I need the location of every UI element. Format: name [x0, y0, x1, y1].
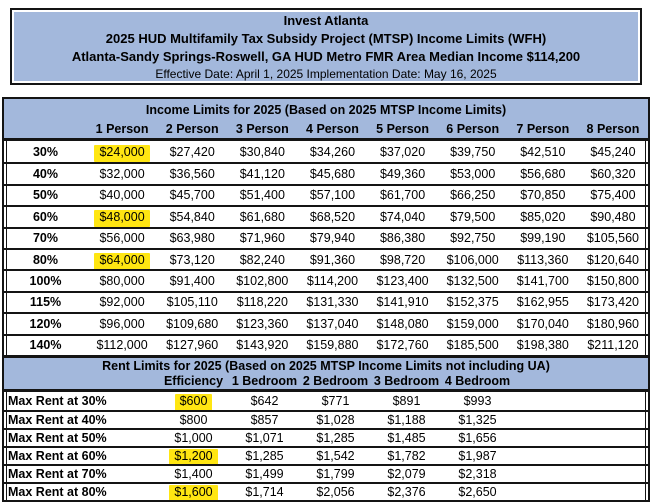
rent-value: $2,056 — [316, 484, 355, 499]
document-header — [10, 8, 642, 85]
income-cell — [87, 271, 157, 290]
income-value: $41,120 — [239, 167, 285, 182]
rent-cell — [158, 448, 229, 464]
rent-cell — [371, 484, 442, 500]
income-row — [4, 334, 648, 355]
income-cell — [297, 250, 367, 269]
highlighted-value: $1,200 — [169, 449, 217, 464]
income-value: $75,400 — [590, 188, 636, 203]
income-row-label: 60% — [32, 209, 59, 224]
income-value: $80,000 — [99, 274, 145, 289]
income-value: $53,000 — [450, 167, 496, 182]
income-value: $92,750 — [450, 231, 496, 246]
income-value: $159,000 — [446, 316, 499, 331]
income-value: $45,700 — [169, 188, 215, 203]
rent-cell — [442, 412, 513, 428]
rent-column-header: 4 Bedroom — [444, 374, 511, 389]
rent-value: $2,318 — [458, 466, 497, 481]
income-value: $56,680 — [520, 167, 566, 182]
income-cell — [578, 229, 648, 248]
income-cell — [157, 271, 227, 290]
document-title: 2025 HUD Multifamily Tax Subsidy Project (MTSP) Income Limits (WFH) — [105, 30, 547, 46]
income-cell — [508, 164, 578, 183]
income-cell — [157, 207, 227, 226]
rent-row-label: Max Rent at 30% — [8, 393, 107, 408]
income-cell — [297, 336, 367, 355]
rent-cell — [229, 392, 300, 410]
rent-value: $993 — [463, 393, 492, 408]
income-value: $98,720 — [379, 252, 426, 267]
income-table-title: Income Limits for 2025 (Based on 2025 MTSP Income Limits) — [4, 99, 648, 120]
rent-value: $1,499 — [245, 466, 284, 481]
income-value: $71,960 — [239, 231, 285, 246]
income-row-label: 80% — [32, 252, 59, 267]
income-cell — [438, 271, 508, 290]
income-value: $54,840 — [169, 209, 215, 224]
highlighted-value: $64,000 — [94, 253, 149, 270]
income-row-label: 100% — [29, 274, 62, 289]
rent-row-label: Max Rent at 70% — [8, 466, 107, 481]
income-row-label: 30% — [32, 144, 59, 159]
rent-cell — [442, 466, 513, 482]
rent-row-label: Max Rent at 50% — [8, 430, 107, 445]
income-header-spacer — [4, 120, 87, 138]
income-column-header: 5 Person — [376, 122, 429, 136]
rent-value: $1,028 — [316, 412, 355, 427]
income-cell — [438, 164, 508, 183]
income-cell — [87, 229, 157, 248]
income-value: $152,375 — [446, 295, 499, 310]
rent-cell — [229, 448, 300, 464]
income-value: $180,960 — [586, 316, 639, 331]
income-value: $45,680 — [309, 167, 356, 182]
income-cell — [438, 314, 508, 333]
income-row — [4, 248, 648, 269]
income-value: $141,910 — [376, 295, 429, 310]
highlighted-value: $48,000 — [94, 210, 149, 227]
rent-header-spacer — [4, 374, 158, 389]
income-cell — [438, 336, 508, 355]
rent-header-empty — [513, 374, 648, 389]
income-value: $172,760 — [376, 338, 429, 353]
income-cell — [157, 141, 227, 162]
rent-cell — [371, 466, 442, 482]
income-value: $82,240 — [239, 252, 285, 267]
rent-rows — [4, 392, 648, 500]
highlighted-value: $24,000 — [94, 145, 149, 162]
rent-value: $1,400 — [174, 466, 213, 481]
rent-cell — [300, 484, 371, 500]
rent-value: $1,485 — [387, 430, 426, 445]
income-row-label: 70% — [32, 231, 59, 246]
income-cell — [227, 164, 297, 183]
income-cell — [297, 314, 367, 333]
income-cell — [157, 336, 227, 355]
income-value: $127,960 — [166, 338, 219, 353]
income-cell — [157, 293, 227, 312]
income-value: $30,840 — [239, 144, 285, 159]
rent-cell — [158, 466, 229, 482]
rent-value: $771 — [321, 393, 350, 408]
rent-row-empty — [513, 466, 648, 482]
income-cell — [368, 207, 438, 226]
income-value: $91,400 — [169, 274, 215, 289]
income-row-label: 115% — [29, 295, 62, 310]
income-value: $123,360 — [236, 316, 289, 331]
rent-cell — [158, 392, 229, 410]
income-cell — [508, 207, 578, 226]
rent-cell — [442, 448, 513, 464]
income-cell — [508, 293, 578, 312]
income-value: $118,220 — [236, 295, 288, 310]
rent-value: $891 — [392, 393, 421, 408]
rent-value: $2,650 — [458, 484, 497, 499]
income-cell — [227, 271, 297, 290]
rent-cell — [371, 448, 442, 464]
income-value: $211,120 — [587, 338, 639, 353]
income-value: $36,560 — [169, 167, 215, 182]
income-row — [4, 291, 648, 312]
rent-value: $1,799 — [316, 466, 355, 481]
income-cell — [87, 293, 157, 312]
income-value: $123,400 — [376, 274, 429, 289]
income-value: $113,360 — [517, 252, 569, 267]
income-row-label: 120% — [29, 316, 62, 331]
rent-row — [4, 482, 648, 500]
income-row — [4, 227, 648, 248]
income-cell — [227, 207, 297, 226]
income-value: $141,700 — [516, 274, 569, 289]
income-value: $143,920 — [236, 338, 289, 353]
rent-value: $1,285 — [245, 448, 284, 463]
income-value: $170,040 — [516, 316, 569, 331]
income-value: $105,110 — [166, 295, 218, 310]
rent-cell — [371, 392, 442, 410]
rent-row — [4, 428, 648, 446]
income-cell — [438, 207, 508, 226]
highlighted-value: $600 — [175, 394, 213, 410]
rent-value: $1,987 — [458, 448, 497, 463]
income-cell — [87, 141, 157, 162]
income-cell — [578, 314, 648, 333]
income-column-header: 6 Person — [446, 122, 500, 136]
income-row — [4, 141, 648, 162]
rent-value: $1,071 — [245, 430, 284, 445]
income-cell — [297, 293, 367, 312]
income-cell — [157, 229, 227, 248]
rent-row — [4, 464, 648, 482]
income-value: $150,800 — [586, 274, 639, 289]
income-value: $45,240 — [590, 144, 636, 159]
income-cell — [368, 141, 438, 162]
income-value: $137,040 — [306, 316, 359, 331]
income-value: $132,500 — [446, 274, 499, 289]
income-cell — [578, 336, 648, 355]
income-value: $73,120 — [169, 252, 215, 267]
rent-row-empty — [513, 448, 648, 464]
income-cell — [578, 250, 648, 269]
income-cell — [438, 293, 508, 312]
rent-row — [4, 410, 648, 428]
income-cell — [438, 141, 508, 162]
rent-cell — [442, 484, 513, 500]
income-column-header: 7 Person — [516, 122, 570, 136]
rent-value: $1,714 — [245, 484, 284, 499]
income-row-label: 140% — [29, 338, 62, 353]
income-value: $99,190 — [520, 231, 566, 246]
rent-cell — [229, 412, 300, 428]
org-title: Invest Atlanta — [283, 12, 369, 28]
rent-value: $1,542 — [316, 448, 355, 463]
income-cell — [438, 186, 508, 205]
income-cell — [438, 229, 508, 248]
income-value: $37,020 — [379, 144, 426, 159]
income-value: $90,480 — [590, 209, 636, 224]
income-cell — [368, 164, 438, 183]
income-row-label: 50% — [32, 188, 59, 203]
income-cell — [297, 164, 367, 183]
rent-table-title: Rent Limits for 2025 (Based on 2025 MTSP Income Limits not including UA) — [4, 355, 648, 374]
rent-value: $1,325 — [458, 412, 497, 427]
income-value: $34,260 — [309, 144, 356, 159]
income-cell — [227, 314, 297, 333]
income-value: $159,880 — [306, 338, 359, 353]
income-value: $131,330 — [306, 295, 359, 310]
income-value: $96,000 — [99, 316, 145, 331]
income-cell — [508, 314, 578, 333]
income-row — [4, 162, 648, 183]
income-cell — [508, 229, 578, 248]
income-column-header: 1 Person — [95, 122, 149, 136]
effective-date-line: Effective Date: April 1, 2025 Implementation Date: May 16, 2025 — [155, 66, 497, 81]
rent-row-empty — [513, 430, 648, 446]
rent-column-header: Efficiency — [163, 374, 224, 389]
income-row — [4, 184, 648, 205]
income-cell — [297, 207, 367, 226]
income-value: $68,520 — [309, 209, 356, 224]
income-value: $91,360 — [309, 252, 356, 267]
income-column-header: 3 Person — [235, 122, 289, 136]
rent-value: $642 — [250, 393, 279, 408]
income-value: $60,320 — [590, 167, 636, 182]
income-value: $63,980 — [169, 231, 215, 246]
income-value: $112,000 — [96, 338, 148, 353]
income-value: $92,000 — [99, 295, 145, 310]
income-value: $148,080 — [376, 316, 429, 331]
income-row — [4, 205, 648, 226]
income-cell — [297, 271, 367, 290]
income-cell — [297, 229, 367, 248]
income-value: $32,000 — [99, 167, 145, 182]
income-cell — [368, 250, 438, 269]
income-cell — [227, 186, 297, 205]
income-cell — [87, 186, 157, 205]
income-cell — [578, 271, 648, 290]
rent-column-header: 3 Bedroom — [373, 374, 440, 389]
income-value: $51,400 — [239, 188, 285, 203]
rent-cell — [158, 484, 229, 500]
income-cell — [368, 336, 438, 355]
rent-row-empty — [513, 392, 648, 410]
highlighted-value: $1,600 — [169, 485, 217, 500]
income-cell — [368, 314, 438, 333]
income-value: $85,020 — [520, 209, 566, 224]
rent-column-header: 2 Bedroom — [302, 374, 369, 389]
rent-column-header: 1 Bedroom — [231, 374, 298, 389]
rent-cell — [229, 466, 300, 482]
income-value: $27,420 — [169, 144, 215, 159]
rent-row — [4, 446, 648, 464]
rent-row-label: Max Rent at 80% — [8, 484, 107, 499]
income-value: $86,380 — [379, 231, 426, 246]
income-value: $56,000 — [99, 231, 145, 246]
rent-row-label: Max Rent at 60% — [8, 448, 107, 463]
rent-value: $2,079 — [387, 466, 426, 481]
income-value: $49,360 — [379, 167, 426, 182]
rent-value: $1,000 — [174, 430, 213, 445]
income-value: $74,040 — [379, 209, 426, 224]
income-value: $79,500 — [450, 209, 496, 224]
income-value: $42,510 — [520, 144, 566, 159]
rent-cell — [442, 430, 513, 446]
limits-table — [2, 97, 650, 502]
income-row — [4, 312, 648, 333]
income-cell — [157, 186, 227, 205]
rent-value: $2,376 — [387, 484, 426, 499]
rent-cell — [158, 430, 229, 446]
income-cell — [508, 271, 578, 290]
income-cell — [438, 250, 508, 269]
income-value: $61,700 — [379, 188, 426, 203]
income-column-header: 4 Person — [306, 122, 359, 136]
rent-cell — [371, 430, 442, 446]
income-cell — [508, 186, 578, 205]
income-cell — [368, 186, 438, 205]
rent-row-label: Max Rent at 40% — [8, 412, 107, 427]
income-cell — [157, 314, 227, 333]
income-value: $70,850 — [520, 188, 566, 203]
rent-value: $1,656 — [458, 430, 497, 445]
rent-row-empty — [513, 484, 648, 500]
income-header-row — [4, 120, 648, 141]
income-value: $57,100 — [309, 188, 356, 203]
income-value: $102,800 — [236, 274, 289, 289]
income-cell — [578, 293, 648, 312]
income-cell — [87, 164, 157, 183]
income-value: $105,560 — [586, 231, 639, 246]
income-cell — [578, 141, 648, 162]
income-column-header: 2 Person — [165, 122, 219, 136]
rent-cell — [229, 484, 300, 500]
rent-value: $1,188 — [387, 412, 426, 427]
income-value: $66,250 — [450, 188, 496, 203]
income-value: $120,640 — [586, 252, 639, 267]
income-cell — [508, 336, 578, 355]
income-value: $114,200 — [306, 274, 359, 289]
rent-header-row — [4, 374, 648, 392]
rent-value: $857 — [250, 412, 279, 427]
income-cell — [87, 336, 157, 355]
rent-cell — [300, 448, 371, 464]
income-cell — [157, 250, 227, 269]
rent-cell — [300, 392, 371, 410]
rent-cell — [300, 466, 371, 482]
income-value: $109,680 — [166, 316, 219, 331]
income-value: $198,380 — [516, 338, 569, 353]
rent-value: $1,285 — [316, 430, 355, 445]
income-cell — [227, 336, 297, 355]
rent-value: $800 — [179, 412, 208, 427]
income-column-header: 8 Person — [586, 122, 640, 136]
income-cell — [227, 293, 297, 312]
income-cell — [227, 250, 297, 269]
income-cell — [157, 164, 227, 183]
rent-cell — [158, 412, 229, 428]
rent-row-empty — [513, 412, 648, 428]
income-value: $79,940 — [309, 231, 356, 246]
income-cell — [227, 229, 297, 248]
income-value: $40,000 — [99, 188, 145, 203]
income-cell — [87, 250, 157, 269]
income-cell — [578, 186, 648, 205]
income-cell — [368, 293, 438, 312]
income-cell — [87, 207, 157, 226]
income-cell — [508, 141, 578, 162]
income-cell — [578, 207, 648, 226]
rent-cell — [300, 412, 371, 428]
income-value: $61,680 — [239, 209, 285, 224]
income-value: $39,750 — [450, 144, 496, 159]
income-cell — [297, 141, 367, 162]
income-cell — [578, 164, 648, 183]
income-value: $185,500 — [446, 338, 499, 353]
rent-row — [4, 392, 648, 410]
rent-cell — [442, 392, 513, 410]
income-cell — [297, 186, 367, 205]
rent-value: $1,782 — [387, 448, 426, 463]
income-cell — [508, 250, 578, 269]
income-value: $173,420 — [586, 295, 639, 310]
income-cell — [227, 141, 297, 162]
income-cell — [368, 229, 438, 248]
income-value: $162,955 — [516, 295, 569, 310]
income-cell — [87, 314, 157, 333]
income-value: $106,000 — [446, 252, 499, 267]
rent-cell — [371, 412, 442, 428]
rent-cell — [300, 430, 371, 446]
area-median-income-line: Atlanta-Sandy Springs-Roswell, GA HUD Metro FMR Area Median Income $114,200 — [71, 48, 581, 64]
income-rows — [4, 141, 648, 355]
income-row-label: 40% — [32, 167, 59, 182]
rent-cell — [229, 430, 300, 446]
income-row — [4, 269, 648, 290]
income-cell — [368, 271, 438, 290]
